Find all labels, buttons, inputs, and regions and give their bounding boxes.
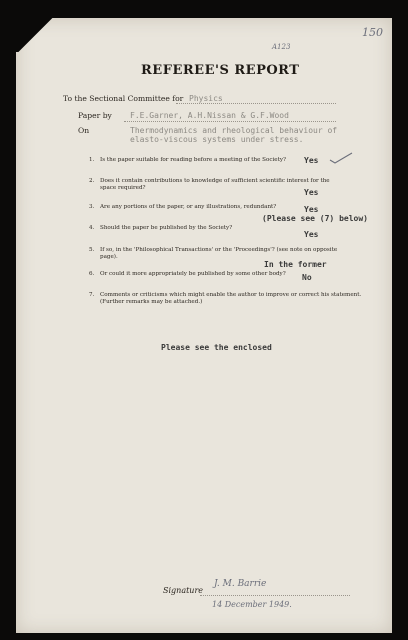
answer-text: Yes <box>304 205 319 214</box>
checkmark-icon <box>328 152 354 164</box>
answer-text: Yes <box>304 230 319 239</box>
question-number: 1. <box>89 157 95 163</box>
answer-note: (Please see (7) below) <box>262 214 368 223</box>
question-number: 6. <box>89 271 95 277</box>
authors-value: F.E.Garner, A.H.Nissan & G.F.Wood <box>130 111 289 120</box>
signature-date: 14 December 1949. <box>212 600 292 609</box>
question-text: Comments or criticisms which might enable the author to improve or correct his statement. (Further remarks may be attached.) <box>100 292 362 305</box>
subject-line-1: Thermodynamics and rheological behaviour of <box>130 126 338 135</box>
page-title: REFEREE'S REPORT <box>141 63 300 78</box>
authors-line <box>124 121 336 122</box>
page-number: 150 <box>362 26 383 39</box>
question-text: Are any portions of the paper, or any illustrations, redundant? <box>100 204 277 210</box>
question-number: 3. <box>89 204 95 210</box>
paper-by-label: Paper by <box>78 111 112 120</box>
subject-line-2: elasto-viscous systems under stress. <box>130 135 304 144</box>
signature-label: Signature <box>163 586 204 595</box>
question-text: Is the paper suitable for reading before a meeting of the Society? <box>100 157 287 163</box>
reference-code: A123 <box>272 43 291 51</box>
answer-text: Yes <box>304 156 319 165</box>
comment-text: Please see the enclosed <box>161 343 272 352</box>
answer-text: In the former <box>264 260 327 269</box>
report-sheet <box>16 18 392 633</box>
question-number: 5. <box>89 247 95 253</box>
question-number: 4. <box>89 225 95 231</box>
on-label: On <box>78 126 90 135</box>
question-number: 2. <box>89 178 95 184</box>
answer-text: No <box>302 273 312 282</box>
question-number: 7. <box>89 292 95 298</box>
question-text: If so, in the 'Philosophical Transactions' or the 'Proceedings'? (see note on opposite page). <box>100 247 338 260</box>
question-text: Or could it more appropriately be published by some other body? <box>100 271 286 277</box>
committee-value: Physics <box>189 94 223 103</box>
answer-text: Yes <box>304 188 319 197</box>
to-label: To the Sectional Committee for <box>63 94 184 103</box>
signature-line <box>200 595 350 596</box>
committee-line <box>176 103 336 104</box>
signature: J. M. Barrie <box>214 579 267 589</box>
question-text: Should the paper be published by the Society? <box>100 225 233 231</box>
question-text: Does it contain contributions to knowledge of sufficient scientific interest for the space required? <box>100 178 330 191</box>
